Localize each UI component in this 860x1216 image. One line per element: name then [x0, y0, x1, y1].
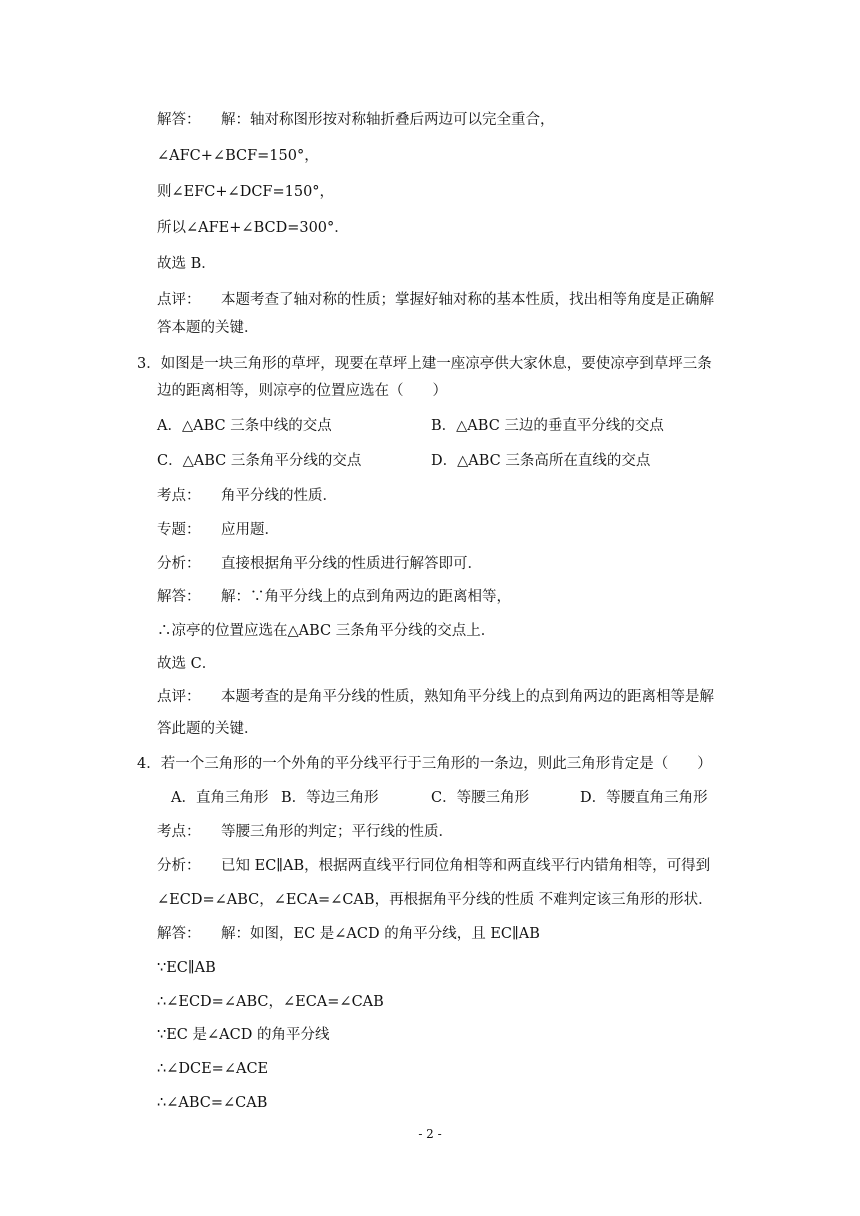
q4-step-5: ∴∠ABC=∠CAB: [157, 1095, 268, 1111]
q3-knowledge-line: [157, 486, 337, 506]
q3-stem-2: 边的距离相等，则凉亭的位置应选在（ ）: [157, 383, 447, 399]
q3-option-d: D．△ABC 三条高所在直线的交点: [431, 453, 651, 469]
q2-choice: 故选 B．: [157, 256, 216, 272]
q3-comment-line: [157, 687, 714, 707]
q3-stem-1: 3．如图是一块三角形的草坪，现要在草坪上建一座凉亭供大家休息，要使凉亭到草坪三条: [137, 356, 712, 372]
q2-comment-line: [157, 290, 714, 310]
q4-step-1: ∵EC∥AB: [157, 960, 216, 976]
answer-text: 解：如图，EC 是∠ACD 的角平分线，且 EC∥AB: [221, 926, 540, 942]
q4-step-2: ∴∠ECD=∠ABC，∠ECA=∠CAB: [157, 994, 384, 1010]
q3-comment-cont: 答此题的关键．: [157, 721, 259, 737]
analysis-text: 已知 EC∥AB，根据两直线平行同位角相等和两直线平行内错角相等，可得到: [221, 858, 711, 874]
q3-analysis-line: [157, 554, 482, 574]
q4-step-4: ∴∠DCE=∠ACE: [157, 1061, 269, 1077]
q4-answer-line: [157, 924, 540, 944]
q3-option-c: C．△ABC 三条角平分线的交点: [157, 453, 362, 469]
q2-step-3: 所以∠AFE+∠BCD=300°．: [157, 220, 349, 236]
comment-label: 点评：: [157, 689, 201, 705]
q3-option-a: A．△ABC 三条中线的交点: [157, 418, 332, 434]
comment-text: 本题考查了轴对称的性质；掌握好轴对称的基本性质，找出相等角度是正确解: [221, 292, 714, 308]
answer-label: 解答：: [157, 926, 201, 942]
q2-step-2: 则∠EFC+∠DCF=150°，: [157, 184, 335, 200]
q3-choice: 故选 C．: [157, 656, 217, 672]
q2-step-1: ∠AFC+∠BCF=150°，: [157, 148, 319, 164]
q3-step-1: ∴凉亭的位置应选在△ABC 三条角平分线的交点上．: [157, 623, 496, 639]
analysis-text: 直接根据角平分线的性质进行解答即可．: [221, 556, 482, 572]
answer-text: 解：轴对称图形按对称轴折叠后两边可以完全重合，: [221, 112, 555, 128]
q4-option-a: A．直角三角形: [171, 790, 269, 806]
q4-stem: 4．若一个三角形的一个外角的平分线平行于三角形的一条边，则此三角形肯定是（ ）: [137, 756, 712, 772]
q4-knowledge-line: [157, 822, 453, 842]
q2-answer-line: [157, 110, 555, 130]
q4-analysis-cont: ∠ECD=∠ABC，∠ECA=∠CAB，再根据角平分线的性质 不难判定该三角形的形状．: [157, 892, 713, 908]
q4-option-b: B．等边三角形: [281, 790, 379, 806]
knowledge-label: 考点：: [157, 488, 201, 504]
comment-label: 点评：: [157, 292, 201, 308]
answer-label: 解答：: [157, 112, 201, 128]
q4-analysis-line: [157, 856, 710, 876]
answer-text: 解：∵角平分线上的点到角两边的距离相等，: [221, 589, 511, 605]
comment-text: 本题考查的是角平分线的性质，熟知角平分线上的点到角两边的距离相等是解: [221, 689, 714, 705]
page-number: - 2 -: [418, 1127, 442, 1141]
q3-topic-line: [157, 520, 279, 540]
q3-option-b: B．△ABC 三边的垂直平分线的交点: [431, 418, 664, 434]
topic-label: 专题：: [157, 522, 201, 538]
q2-comment-cont: 答本题的关键．: [157, 320, 259, 336]
q4-option-d: D．等腰直角三角形: [580, 790, 708, 806]
answer-label: 解答：: [157, 589, 201, 605]
q4-option-c: C．等腰三角形: [431, 790, 530, 806]
q3-answer-line: [157, 587, 511, 607]
knowledge-text: 等腰三角形的判定；平行线的性质．: [221, 824, 453, 840]
analysis-label: 分析：: [157, 858, 201, 874]
knowledge-text: 角平分线的性质．: [221, 488, 337, 504]
knowledge-label: 考点：: [157, 824, 201, 840]
analysis-label: 分析：: [157, 556, 201, 572]
q4-step-3: ∵EC 是∠ACD 的角平分线: [157, 1027, 330, 1043]
topic-text: 应用题．: [221, 522, 279, 538]
